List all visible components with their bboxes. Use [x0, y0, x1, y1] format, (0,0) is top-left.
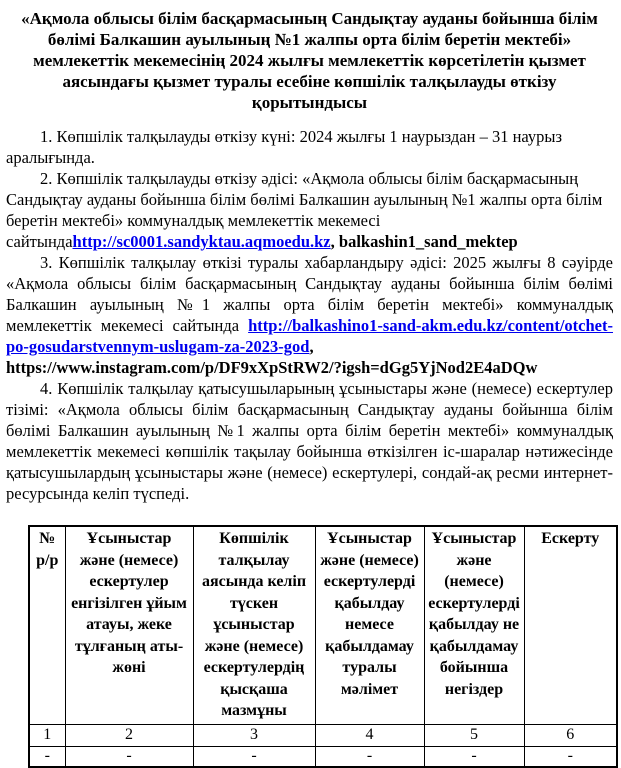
instagram-post-url: https://www.instagram.com/p/DF9xXpStRW2/?igsh=dGg5YjNod2E4aDQw	[6, 358, 538, 377]
column-number-cell: 4	[315, 724, 424, 746]
paragraph-2-text: 2. Көпшілік талқылауды өткізу әдісі: «Ақмола облысы білім басқармасының Сандықтау ауданы бойынша білім бөлімі Балкашин ауылының №1 жалпы орта білім беретін мектебі» коммуналдық мемлекеттік мекемесі сайтында	[6, 169, 603, 251]
document-title: «Ақмола облысы білім басқармасының Сандықтау ауданы бойынша білім бөлімі Балкашин ауылының №1 жалпы орта білім беретін мектебі» мемлекеттік мекемесінің 2024 жылғы мемлекеттік көрсетілетін қызмет аясындағы қызмет туралы есебіне көпшілік талқылауды өткізу қорытындысы	[21, 9, 598, 112]
table-column-number-row	[29, 724, 617, 746]
report-page-link[interactable]: http://balkashino1-sand-akm.edu.kz/content/otchet-po-gosudarstvennym-uslugam-za-2023-god	[6, 316, 613, 356]
table-data-cell: -	[424, 746, 524, 767]
table-data-cell: -	[65, 746, 193, 767]
column-number-cell: 1	[29, 724, 65, 746]
table-data-cell: -	[193, 746, 315, 767]
table-data-cell: -	[29, 746, 65, 767]
paragraph-discussion-method	[6, 168, 613, 252]
school-site-link[interactable]: http://sc0001.sandyktau.aqmoedu.kz	[72, 232, 331, 251]
header-cell-number: № р/р	[29, 526, 65, 724]
paragraph-2-separator: ,	[330, 232, 339, 251]
paragraph-discussion-date: 1. Көпшілік талқылауды өткізу күні: 2024 жылғы 1 наурыздан – 31 наурыз аралығында.	[6, 127, 562, 167]
header-cell-content: Көпшілік талқылау аясында келіп түскен ұсыныстар және (немесе) ескертулердің қысқаша мазмұны	[193, 526, 315, 724]
paragraph-announcement-method	[6, 252, 613, 378]
table-data-row	[29, 746, 617, 767]
header-cell-grounds: Ұсыныстар және (немесе) ескертулерді қабылдау не қабылдамау бойынша негіздер	[424, 526, 524, 724]
paragraph-3-separator: ,	[309, 337, 314, 356]
paragraph-3-text: 3. Көпшілік талқылау өткізі туралы хабарландыру әдісі: 2025 жылғы 8 сәуірде «Ақмола облысы білім басқармасының Сандықтау ауданы бойынша білім бөлімі Балкашин ауылының №1 жалпы орта білім беретін мектебі» коммуналдық мемлекеттік мекемесі сайтында	[6, 253, 613, 335]
table-header-row	[29, 526, 617, 724]
table-data-cell: -	[315, 746, 424, 767]
instagram-account-name: balkashin1_sand_mektep	[338, 232, 518, 251]
results-table	[28, 525, 618, 768]
column-number-cell: 3	[193, 724, 315, 746]
column-number-cell: 2	[65, 724, 193, 746]
header-cell-author: Ұсыныстар және (немесе) ескертулер енгізілген ұйым атауы, жеке тұлғаның аты-жөні	[65, 526, 193, 724]
results-table-container	[28, 525, 613, 768]
table-data-cell: -	[524, 746, 617, 767]
column-number-cell: 5	[424, 724, 524, 746]
column-number-cell: 6	[524, 724, 617, 746]
header-cell-acceptance-info: Ұсыныстар және (немесе) ескертулерді қабылдау немесе қабылдамау туралы мәлімет	[315, 526, 424, 724]
header-cell-note: Ескерту	[524, 526, 617, 724]
paragraph-proposals-list: 4. Көпшілік талқылау қатысушыларының ұсыныстары және (немесе) ескертулер тізімі: «Ақмола облысы білім басқармасының Сандықтау ауданы бойынша білім бөлімі Балкашин ауылының №1 жалпы орта білім беретін мектебі» коммуналдық мемлекеттік мекемесі көпшілік тақылау бойынша өткізілген іс-шаралар нәтижесінде қатысушылардың ұсыныстары және (немесе) ескертулері, сондай-ақ ресми интернет-ресурсында келіп түспеді.	[6, 379, 613, 503]
